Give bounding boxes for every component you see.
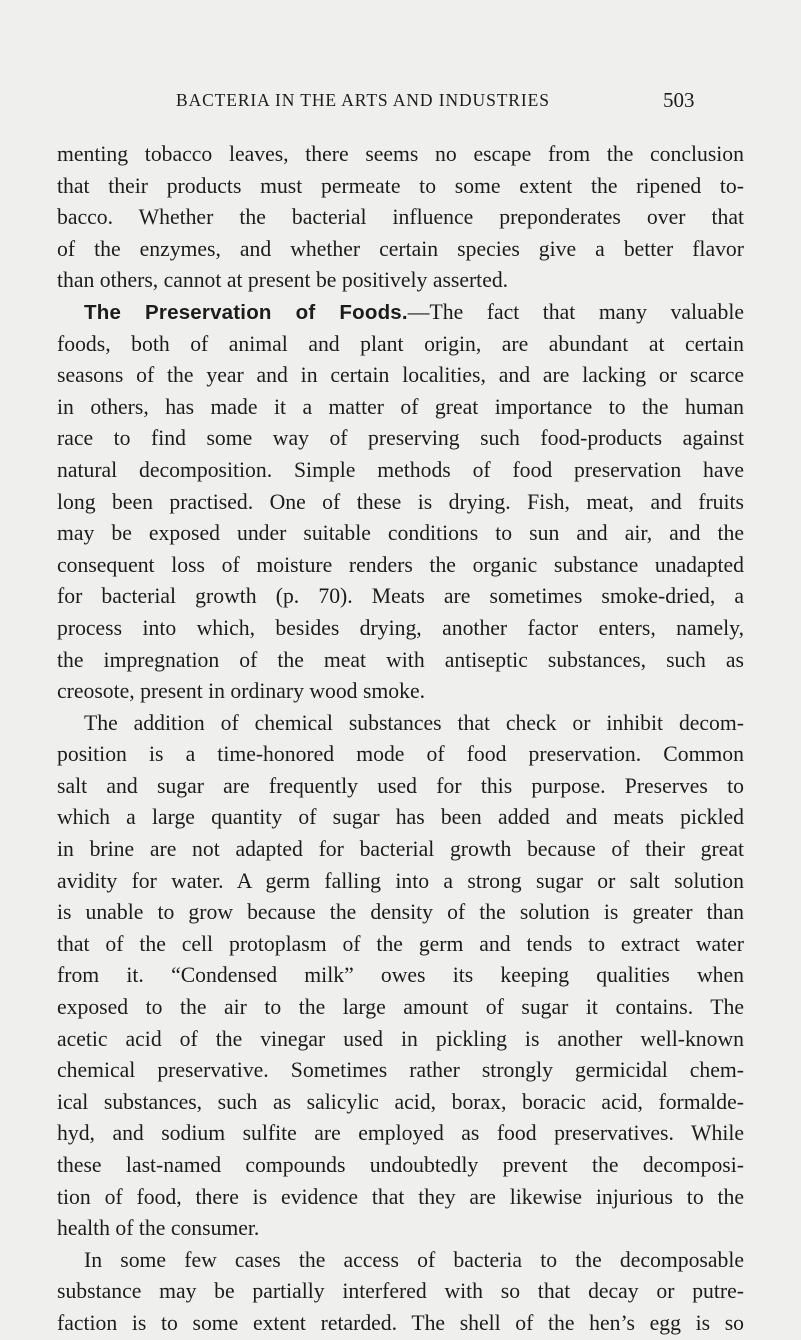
text-line: substance may be partially interfered with so that decay or putre-	[57, 1279, 744, 1304]
text-line: menting tobacco leaves, there seems no escape from the conclusion	[57, 142, 744, 166]
text-line: hyd, and sodium sulfite are employed as food preservatives. While	[57, 1121, 744, 1146]
text-line: which a large quantity of sugar has been added and meats pickled	[57, 805, 744, 830]
text-line: consequent loss of moisture renders the organic substance unadapted	[57, 552, 744, 577]
text-line: long been practised. One of these is drying. Fish, meat, and fruits	[57, 489, 744, 514]
text-line: for bacterial growth (p. 70). Meats are sometimes smoke-dried, a	[57, 584, 744, 609]
text-line: than others, cannot at present be positively asserted.	[57, 268, 509, 293]
text-line: the impregnation of the meat with antiseptic substances, such as	[57, 647, 744, 672]
text-fragment: —The fact that many valuable	[407, 299, 744, 324]
text-line: tion of food, there is evidence that they are likewise injurious to the	[57, 1184, 744, 1209]
text-line: natural decomposition. Simple methods of food preservation have	[57, 457, 744, 482]
text-line: is unable to grow because the density of the solution is greater than	[57, 900, 744, 925]
text-line: race to find some way of preserving such food-products against	[57, 426, 744, 451]
text-line: may be exposed under suitable conditions to sun and air, and the	[57, 521, 744, 546]
text-line: seasons of the year and in certain localities, and are lacking or scarce	[57, 363, 744, 388]
text-line: avidity for water. A germ falling into a strong sugar or salt solution	[57, 868, 744, 893]
text-line: in brine are not adapted for bacterial growth because of their great	[57, 837, 744, 862]
text-line: from it. “Condensed milk” owes its keeping qualities when	[57, 963, 744, 988]
text-line: process into which, besides drying, another factor enters, namely,	[57, 615, 744, 640]
text-line: acetic acid of the vinegar used in pickling is another well-known	[57, 1026, 744, 1051]
page-number: 503	[663, 88, 695, 112]
text-line: In some few cases the access of bacteria to the decomposable	[84, 1247, 744, 1272]
text-line: of the enzymes, and whether certain species give a better flavor	[57, 236, 744, 261]
section-heading: The Preservation of Foods.	[84, 300, 408, 324]
text-line: position is a time-honored mode of food preservation. Common	[57, 742, 744, 767]
text-line: that their products must permeate to some extent the ripened to-	[57, 173, 744, 198]
text-line: exposed to the air to the large amount of sugar it contains. The	[57, 995, 744, 1020]
text-line: chemical preservative. Sometimes rather strongly germicidal chem-	[57, 1058, 744, 1083]
text-line: The addition of chemical substances that check or inhibit decom-	[84, 710, 744, 735]
text-line: bacco. Whether the bacterial influence preponderates over that	[57, 205, 744, 230]
text-line: that of the cell protoplasm of the germ and tends to extract water	[57, 931, 744, 956]
section-heading-line	[57, 297, 744, 329]
text-line: creosote, present in ordinary wood smoke.	[57, 679, 425, 704]
text-line: faction is to some extent retarded. The shell of the hen’s egg is so	[57, 1310, 744, 1335]
text-line: salt and sugar are frequently used for this purpose. Preserves to	[57, 773, 744, 798]
text-line: foods, both of animal and plant origin, are abundant at certain	[57, 331, 744, 356]
text-line: these last-named compounds undoubtedly prevent the decomposi-	[57, 1153, 744, 1177]
running-title: BACTERIA IN THE ARTS AND INDUSTRIES	[176, 90, 550, 110]
text-line: health of the consumer.	[57, 1216, 260, 1241]
text-line: ical substances, such as salicylic acid, borax, boracic acid, formalde-	[57, 1089, 744, 1114]
text-line: in others, has made it a matter of great importance to the human	[57, 394, 744, 419]
body-text	[57, 139, 744, 1340]
